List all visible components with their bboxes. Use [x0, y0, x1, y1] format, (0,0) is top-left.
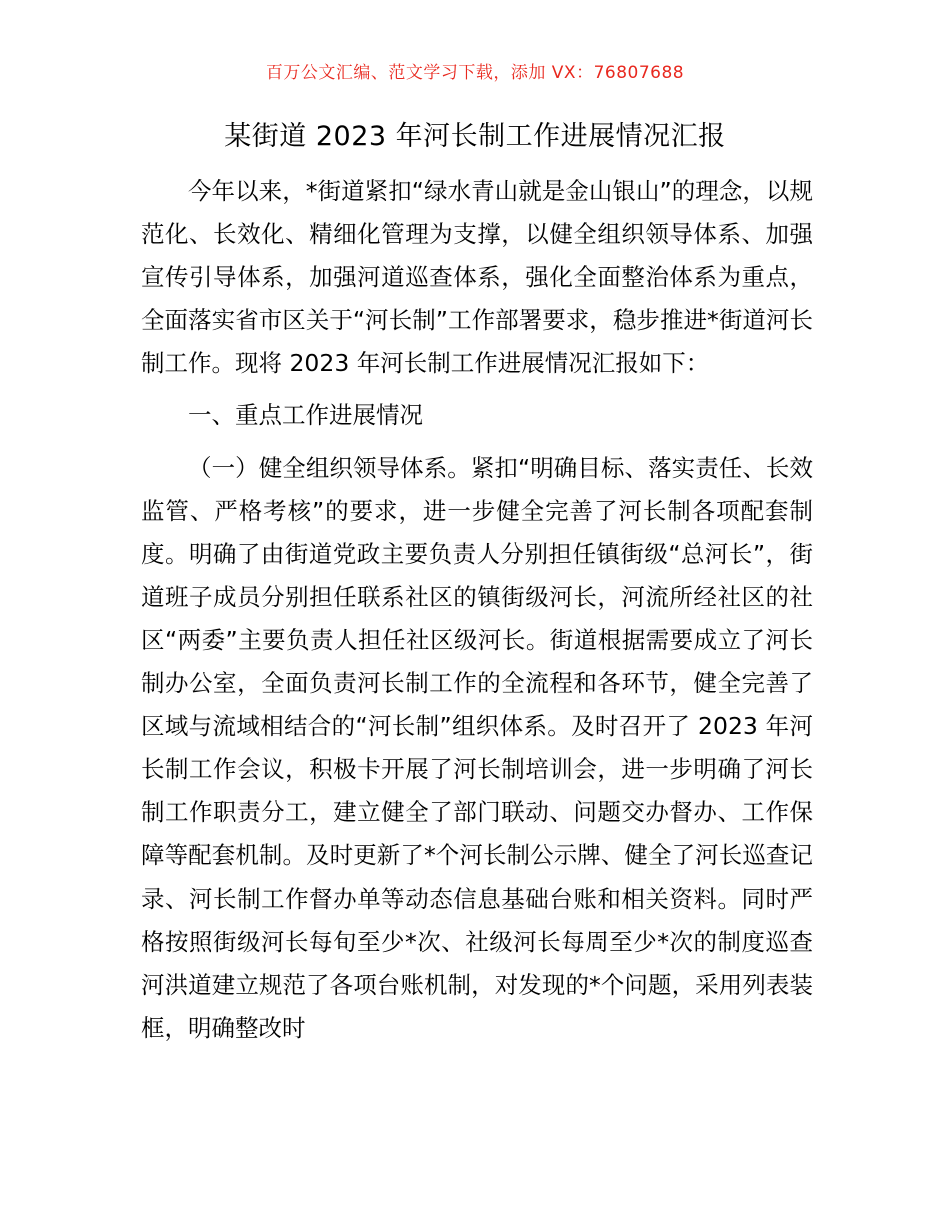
- section-paragraph: （一）健全组织领导体系。紧扣“明确目标、落实责任、长效监管、严格考核”的要求，进一步健全完善了河长制各项配套制度。明确了由街道党政主要负责人分别担任镇街级“总河长”，街道班子成员分别担任联系社区的镇街级河长，河流所经社区的社区“两委”主要负责人担任社区级河长。街道根据需要成立了河长制办公室，全面负责河长制工作的全流程和各环节，健全完善了区域与流域相结合的“河长制”组织体系。及时召开了 2023 年河长制工作会议，积极卡开展了河长制培训会，进一步明确了河长制工作职责分工，建立健全了部门联动、问题交办督办、工作保障等配套机制。及时更新了*个河长制公示牌、健全了河长巡查记录、河长制工作督办单等动态信息基础台账和相关资料。同时严格按照街级河长每旬至少*次、社级河长每周至少*次的制度巡查河洪道建立规范了各项台账机制，对发现的*个问题，采用列表装框，明确整改时: [141, 453, 813, 1042]
- section-heading: 一、重点工作进展情况: [188, 401, 423, 430]
- document-title: 某街道 2023 年河长制工作进展情况汇报: [224, 121, 726, 152]
- header-note: 百万公文汇编、范文学习下载，添加 VX：76807688: [265, 63, 685, 83]
- intro-paragraph: 今年以来，*街道紧扣“绿水青山就是金山银山”的理念，以规范化、长效化、精细化管理为支撑，以健全组织领导体系、加强宣传引导体系，加强河道巡查体系，强化全面整治体系为重点，全面落实省市区关于“河长制”工作部署要求，稳步推进*街道河长制工作。现将 2023 年河长制工作进展情况汇报如下：: [141, 177, 813, 378]
- document-body: [141, 170, 813, 1050]
